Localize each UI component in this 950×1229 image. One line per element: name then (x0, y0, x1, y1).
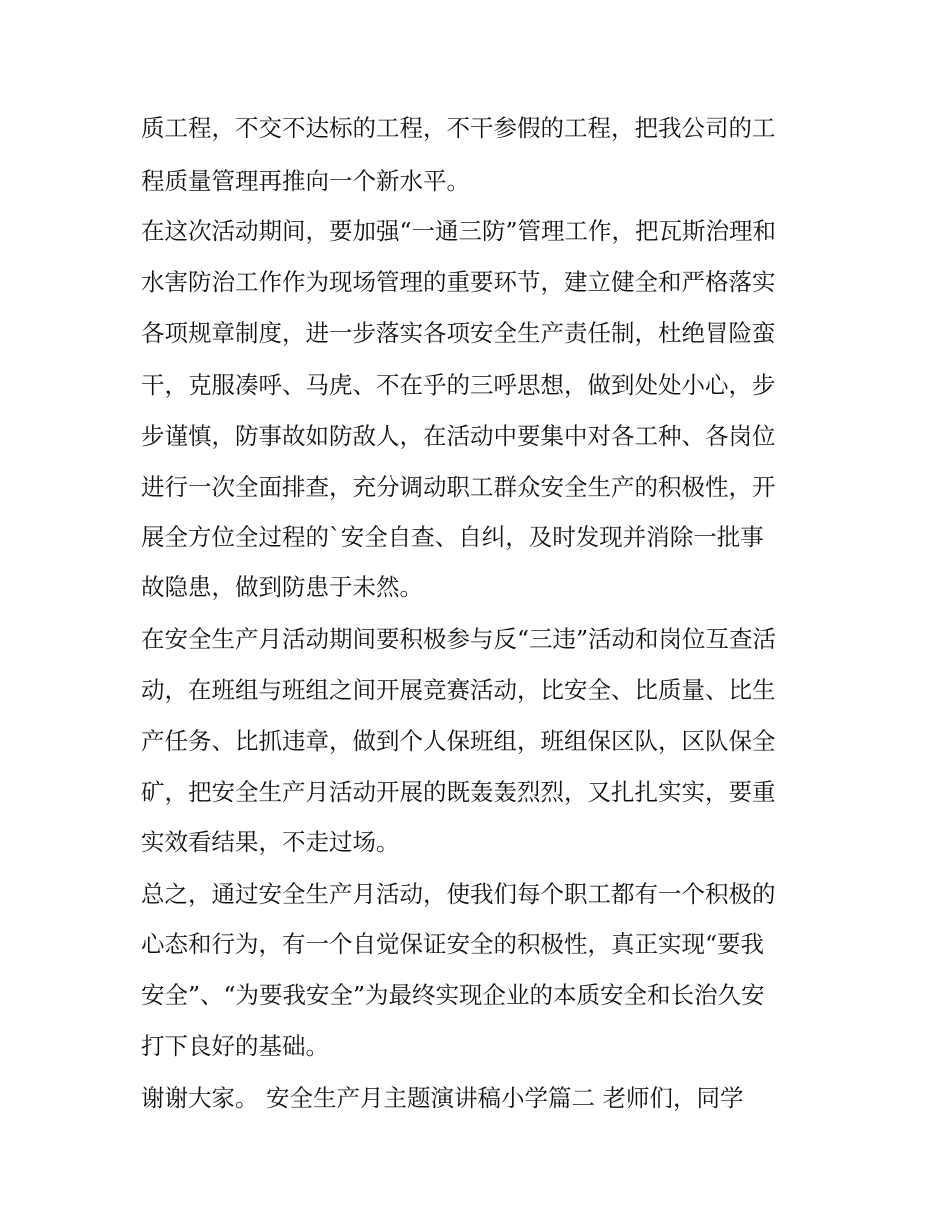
text-line: 干，克服凑呼、马虎、不在乎的三呼思想，做到处处小心，步 (141, 371, 776, 399)
text-line: 展全方位全过程的`安全自查、自纠，及时发现并消除一批事 (141, 523, 764, 551)
text-line: 在安全生产月活动期间要积极参与反“三违”活动和岗位互查活 (141, 625, 777, 653)
text-line: 程质量管理再推向一个新水平。 (141, 167, 470, 195)
text-line: 步谨慎，防事故如防敌人，在活动中要集中对各工种、各岗位 (141, 422, 776, 450)
text-line: 质工程，不交不达标的工程，不干参假的工程，把我公司的工 (141, 114, 776, 142)
text-line: 动，在班组与班组之间开展竞赛活动，比安全、比质量、比生 (141, 676, 776, 704)
text-line: 谢谢大家。 安全生产月主题演讲稿小学篇二 老师们，同学 (141, 1084, 744, 1112)
text-line: 矿，把安全生产月活动开展的既轰轰烈烈，又扎扎实实，要重 (141, 778, 776, 806)
text-line: 水害防治工作作为现场管理的重要环节，建立健全和严格落实 (141, 268, 776, 296)
text-line: 故隐患，做到防患于未然。 (141, 573, 423, 601)
text-line: 实效看结果，不走过场。 (141, 828, 400, 856)
text-line: 进行一次全面排查，充分调动职工群众安全生产的积极性，开 (141, 473, 776, 501)
text-line: 总之，通过安全生产月活动，使我们每个职工都有一个积极的 (141, 880, 776, 908)
text-line: 安全”、“为要我安全”为最终实现企业的本质安全和长治久安 (141, 981, 765, 1009)
text-line: 各项规章制度，进一步落实各项安全生产责任制，杜绝冒险蛮 (141, 319, 776, 347)
text-line: 在这次活动期间，要加强“一通三防”管理工作，把瓦斯治理和 (141, 217, 777, 245)
text-line: 产任务、比抓违章，做到个人保班组，班组保区队，区队保全 (141, 727, 776, 755)
text-line: 打下良好的基础。 (141, 1032, 329, 1060)
text-line: 心态和行为，有一个自觉保证安全的积极性，真正实现“要我 (141, 930, 765, 958)
